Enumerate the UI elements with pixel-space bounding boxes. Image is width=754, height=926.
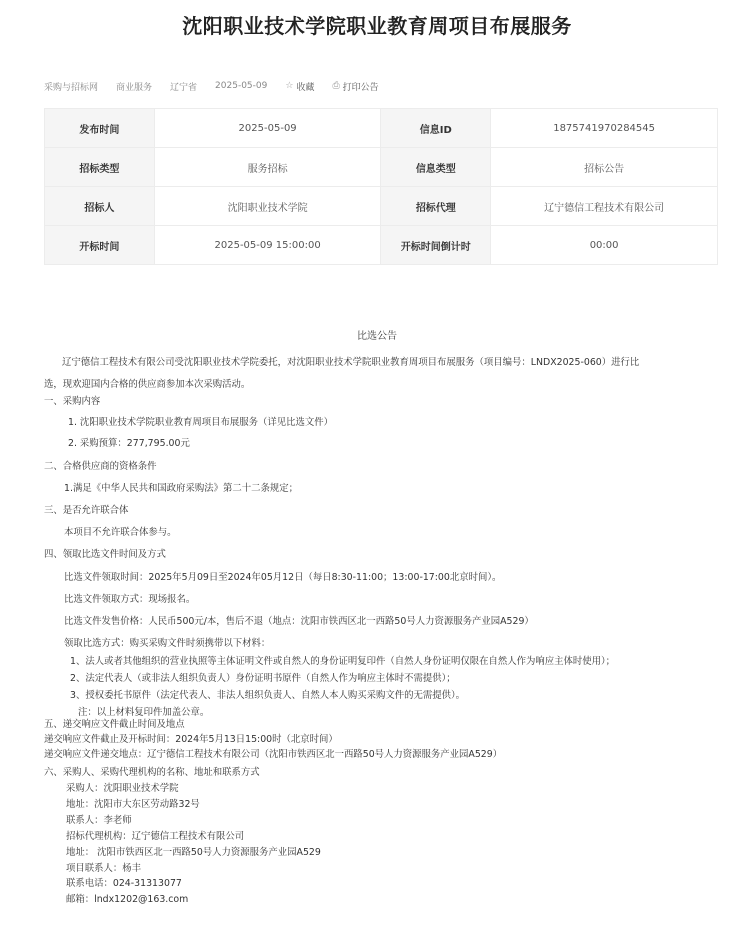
list-item: 本项目不允许联合体参与。 — [64, 527, 177, 538]
contact-line: 联系人：李老师 — [66, 815, 132, 826]
label-info-id: 信息ID — [381, 109, 491, 148]
meta-date: 2025-05-09 — [215, 81, 268, 91]
label-bid-type: 招标类型 — [45, 148, 155, 187]
list-item: 领取比选方式：购买采购文件时须携带以下材料： — [64, 638, 271, 649]
section-heading: 四、领取比选文件时间及方式 — [44, 549, 166, 560]
meta-category[interactable]: 商业服务 — [116, 82, 153, 93]
list-item: 2. 采购预算：277,795.00元 — [68, 438, 190, 449]
notice-heading: 比选公告 — [357, 331, 397, 342]
section-heading: 六、采购人、采购代理机构的名称、地址和联系方式 — [44, 767, 260, 778]
table-row — [45, 226, 718, 265]
star-icon: ☆ — [285, 81, 294, 91]
info-table — [44, 108, 718, 265]
value-agent: 辽宁德信工程技术有限公司 — [491, 187, 718, 226]
contact-line: 采购人：沈阳职业技术学院 — [66, 783, 179, 794]
label-info-type: 信息类型 — [381, 148, 491, 187]
page-title: 沈阳职业技术学院职业教育周项目布展服务 — [182, 14, 572, 38]
label-countdown: 开标时间倒计时 — [381, 226, 491, 265]
value-countdown: 00:00 — [491, 226, 718, 265]
meta-bar — [44, 79, 397, 93]
table-row — [45, 187, 718, 226]
label-open-time: 开标时间 — [45, 226, 155, 265]
table-row — [45, 109, 718, 148]
list-item: 比选文件领取方式：现场报名。 — [64, 594, 196, 605]
label-publish-time: 发布时间 — [45, 109, 155, 148]
meta-source[interactable]: 采购与招标网 — [44, 82, 99, 93]
favorite-label: 收藏 — [296, 82, 315, 93]
list-item: 比选文件发售价格：人民币500元/本，售后不退（地点：沈阳市铁西区北一西路50号人力资源服务产业园A529） — [64, 616, 534, 627]
value-bid-type: 服务招标 — [154, 148, 381, 187]
list-item: 递交响应文件截止及开标时间：2024年5月13日15:00时（北京时间） — [44, 734, 338, 745]
favorite-button[interactable] — [285, 80, 314, 93]
list-item: 递交响应文件递交地点：辽宁德信工程技术有限公司（沈阳市铁西区北一西路50号人力资源服务产业园A529） — [44, 749, 503, 760]
list-item: 1、法人或者其他组织的营业执照等主体证明文件或自然人的身份证明复印件（自然人身份证明仅限在自然人作为响应主体时使用）； — [70, 656, 616, 667]
label-agent: 招标代理 — [381, 187, 491, 226]
section-heading: 五、递交响应文件截止时间及地点 — [44, 719, 185, 730]
list-item: 注：以上材料复印件加盖公章。 — [78, 707, 210, 718]
value-info-id: 1875741970284545 — [491, 109, 718, 148]
value-publish-time: 2025-05-09 — [154, 109, 381, 148]
list-item: 1.满足《中华人民共和国政府采购法》第二十二条规定； — [64, 483, 298, 494]
list-item: 3、授权委托书原件（法定代表人、非法人组织负责人、自然人本人购买采购文件的无需提供）。 — [70, 690, 466, 701]
printer-icon: ⎙ — [332, 81, 340, 91]
contact-line: 邮箱：lndx1202@163.com — [66, 894, 189, 905]
list-item: 1. 沈阳职业技术学院职业教育周项目布展服务（详见比选文件） — [68, 417, 334, 428]
list-item: 比选文件领取时间：2025年5月09日至2024年05月12日（每日8:30-11:00；13:00-17:00北京时间）。 — [64, 572, 502, 583]
contact-line: 项目联系人：杨丰 — [66, 863, 142, 874]
label-tenderer: 招标人 — [45, 187, 155, 226]
meta-region[interactable]: 辽宁省 — [170, 82, 198, 93]
table-row — [45, 148, 718, 187]
section-heading: 二、合格供应商的资格条件 — [44, 461, 157, 472]
value-tenderer: 沈阳职业技术学院 — [154, 187, 381, 226]
list-item: 2、法定代表人（或非法人组织负责人）身份证明书原件（自然人作为响应主体时不需提供）； — [70, 673, 456, 684]
notice-paragraph: 选，现欢迎国内合格的供应商参加本次采购活动。 — [44, 379, 251, 390]
value-open-time: 2025-05-09 15:00:00 — [154, 226, 381, 265]
print-button[interactable] — [332, 80, 378, 93]
section-heading: 三、是否允许联合体 — [44, 505, 129, 516]
contact-line: 联系电话：024-31313077 — [66, 878, 182, 889]
contact-line: 地址： 沈阳市铁西区北一西路50号人力资源服务产业园A529 — [66, 847, 321, 858]
notice-paragraph: 辽宁德信工程技术有限公司受沈阳职业技术学院委托，对沈阳职业技术学院职业教育周项目布展服务（项目编号：LNDX2025-060）进行比 — [62, 357, 640, 368]
value-info-type: 招标公告 — [491, 148, 718, 187]
print-label: 打印公告 — [342, 82, 379, 93]
contact-line: 地址：沈阳市大东区劳动路32号 — [66, 799, 200, 810]
section-heading: 一、采购内容 — [44, 396, 101, 407]
contact-line: 招标代理机构：辽宁德信工程技术有限公司 — [66, 831, 245, 842]
